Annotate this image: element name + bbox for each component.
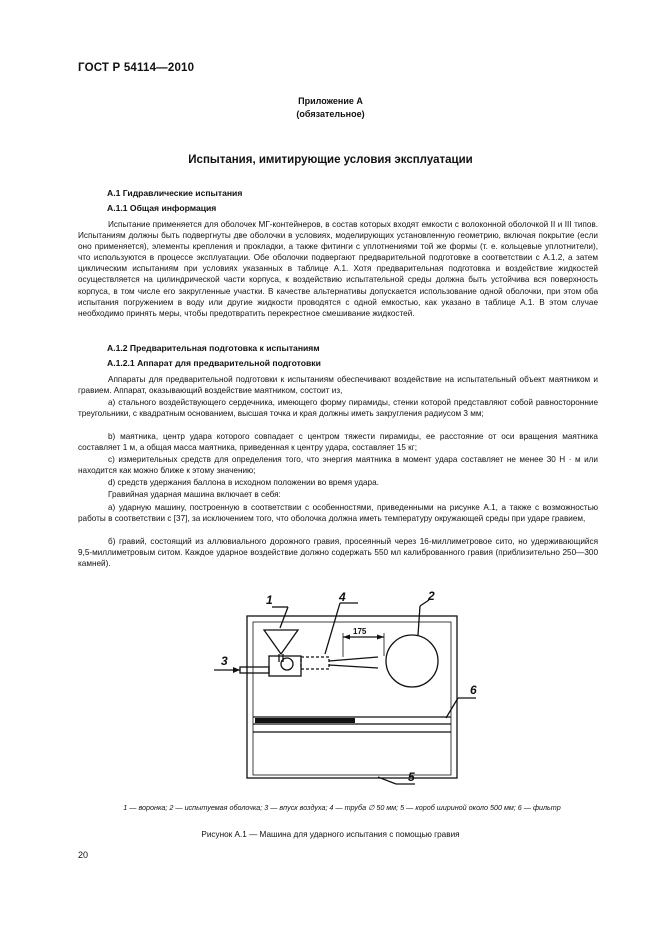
section-heading-a121: А.1.2.1 Аппарат для предварительной подготовки <box>107 358 321 368</box>
paragraph-gravel-machine: Гравийная ударная машина включает в себя: <box>108 490 281 499</box>
paragraph-apparatus: Аппараты для предварительной подготовки к испытаниям обеспечивают воздействие на испытательный объект маятником и гравием. Аппарат, оказывающий воздействие маятником, состоит из, <box>78 375 598 396</box>
page-title: Испытания, имитирующие условия эксплуатации <box>188 154 473 166</box>
paragraph-general-info: Испытание применяется для оболочек МГ-контейнеров, в состав которых входят емкости с волоконной оболочкой II и III типов. Испытаниям должны быть подвергнуты две оболочки в условиях, моделирующих установленную геометрию, включая покрытие (если оно применяется), элементы крепления и прокладки, а также фитинги с уплотнениями той же формы (т. е. кольцевые уплотнители), что используются в процессе эксплуатации. Обе оболочки подвергают предварительной подготовке в соответствии с А.1.2, а затем циклическим испытаниям при условиях указанных в таблице А.1. Хотя предварительная подготовка и воздействие жидкостей осуществляется на цилиндрической части корпуса, к воздействию испытательной среды должна быть устойчива вся поверхность корпуса, в том числе его закругленные участки. В качестве альтернативы допускается использование одной оболочки, при этом оба испытания погружением в воду или другие жидкости проводятся с одной емкостью, как указано в таблице А.1. В этом случае необходимо принять меры, чтобы предотвратить перекрестное смешивание жидкостей. <box>78 220 598 318</box>
label-2: 2 <box>428 589 435 603</box>
filter-hatch <box>255 718 355 723</box>
label-4: 4 <box>339 590 346 604</box>
list-item-gravel-a: а) ударную машину, построенную в соответствии с особенностями, приведенными на рисунке А.1, а также с возможностью работы в соответствии с [37], за исключением того, что оболочка должна иметь температуру окружающей среды при ударе гравием, <box>78 503 598 524</box>
air-inlet-pipe <box>240 667 269 673</box>
list-item-a: а) стального воздействующего сердечника, имеющего форму пирамиды, стенки которой представляют собой равносторонние треугольники, с квадратным основанием, высшая точка и края должны иметь закругления радиусом 3 мм; <box>78 398 598 419</box>
list-item-c: c) измерительных средств для определения того, что энергия маятника в момент удара составляет не менее 30 Н · м или находится как можно ближе к этому значению; <box>78 455 598 476</box>
list-item-d: d) средств удержания баллона в исходном положении во время удара. <box>108 478 379 487</box>
funnel <box>264 630 298 654</box>
label-1: 1 <box>266 593 273 607</box>
document-header: ГОСТ Р 54114—2010 <box>78 62 195 74</box>
inner-box <box>253 622 451 775</box>
label-5: 5 <box>408 770 415 784</box>
test-vessel <box>386 635 438 687</box>
section-heading-a11: А.1.1 Общая информация <box>107 203 217 213</box>
label-3: 3 <box>221 654 228 668</box>
figure-legend: 1 — воронка; 2 — испытуемая оболочка; 3 — впуск воздуха; 4 — труба ∅ 50 мм; 5 — короб шириной около 500 мм; 6 — фильтр <box>123 803 561 812</box>
dimension-label: 175 <box>353 627 367 636</box>
annex-status: (обязательное) <box>296 109 365 119</box>
figure-gravel-machine <box>200 588 480 790</box>
section-heading-a12: А.1.2 Предварительная подготовка к испытаниям <box>107 343 320 353</box>
tube <box>301 657 329 669</box>
list-item-b: b) маятника, центр удара которого совпадает с центром тяжести пирамиды, ее расстояние от оси вращения маятника составляет 1 м, а общая масса маятника, приведенная к центру удара, составляет 15 кг; <box>78 432 598 453</box>
outer-box <box>247 616 457 778</box>
section-heading-a1: А.1 Гидравлические испытания <box>107 188 243 198</box>
figure-caption: Рисунок А.1 — Машина для ударного испытания с помощью гравия <box>201 830 460 839</box>
list-item-gravel-b: б) гравий, состоящий из аллювиального дорожного гравия, просеянный через 16-миллиметровое сито, но удерживающийся 9,5-миллиметровым ситом. Каждое ударное воздействие должно содержать 550 мл калиброванного гравия (приблизительно 250—300 камней). <box>78 537 598 569</box>
annex-label: Приложение А <box>298 96 363 106</box>
page-number: 20 <box>78 850 89 860</box>
label-6: 6 <box>470 683 477 697</box>
